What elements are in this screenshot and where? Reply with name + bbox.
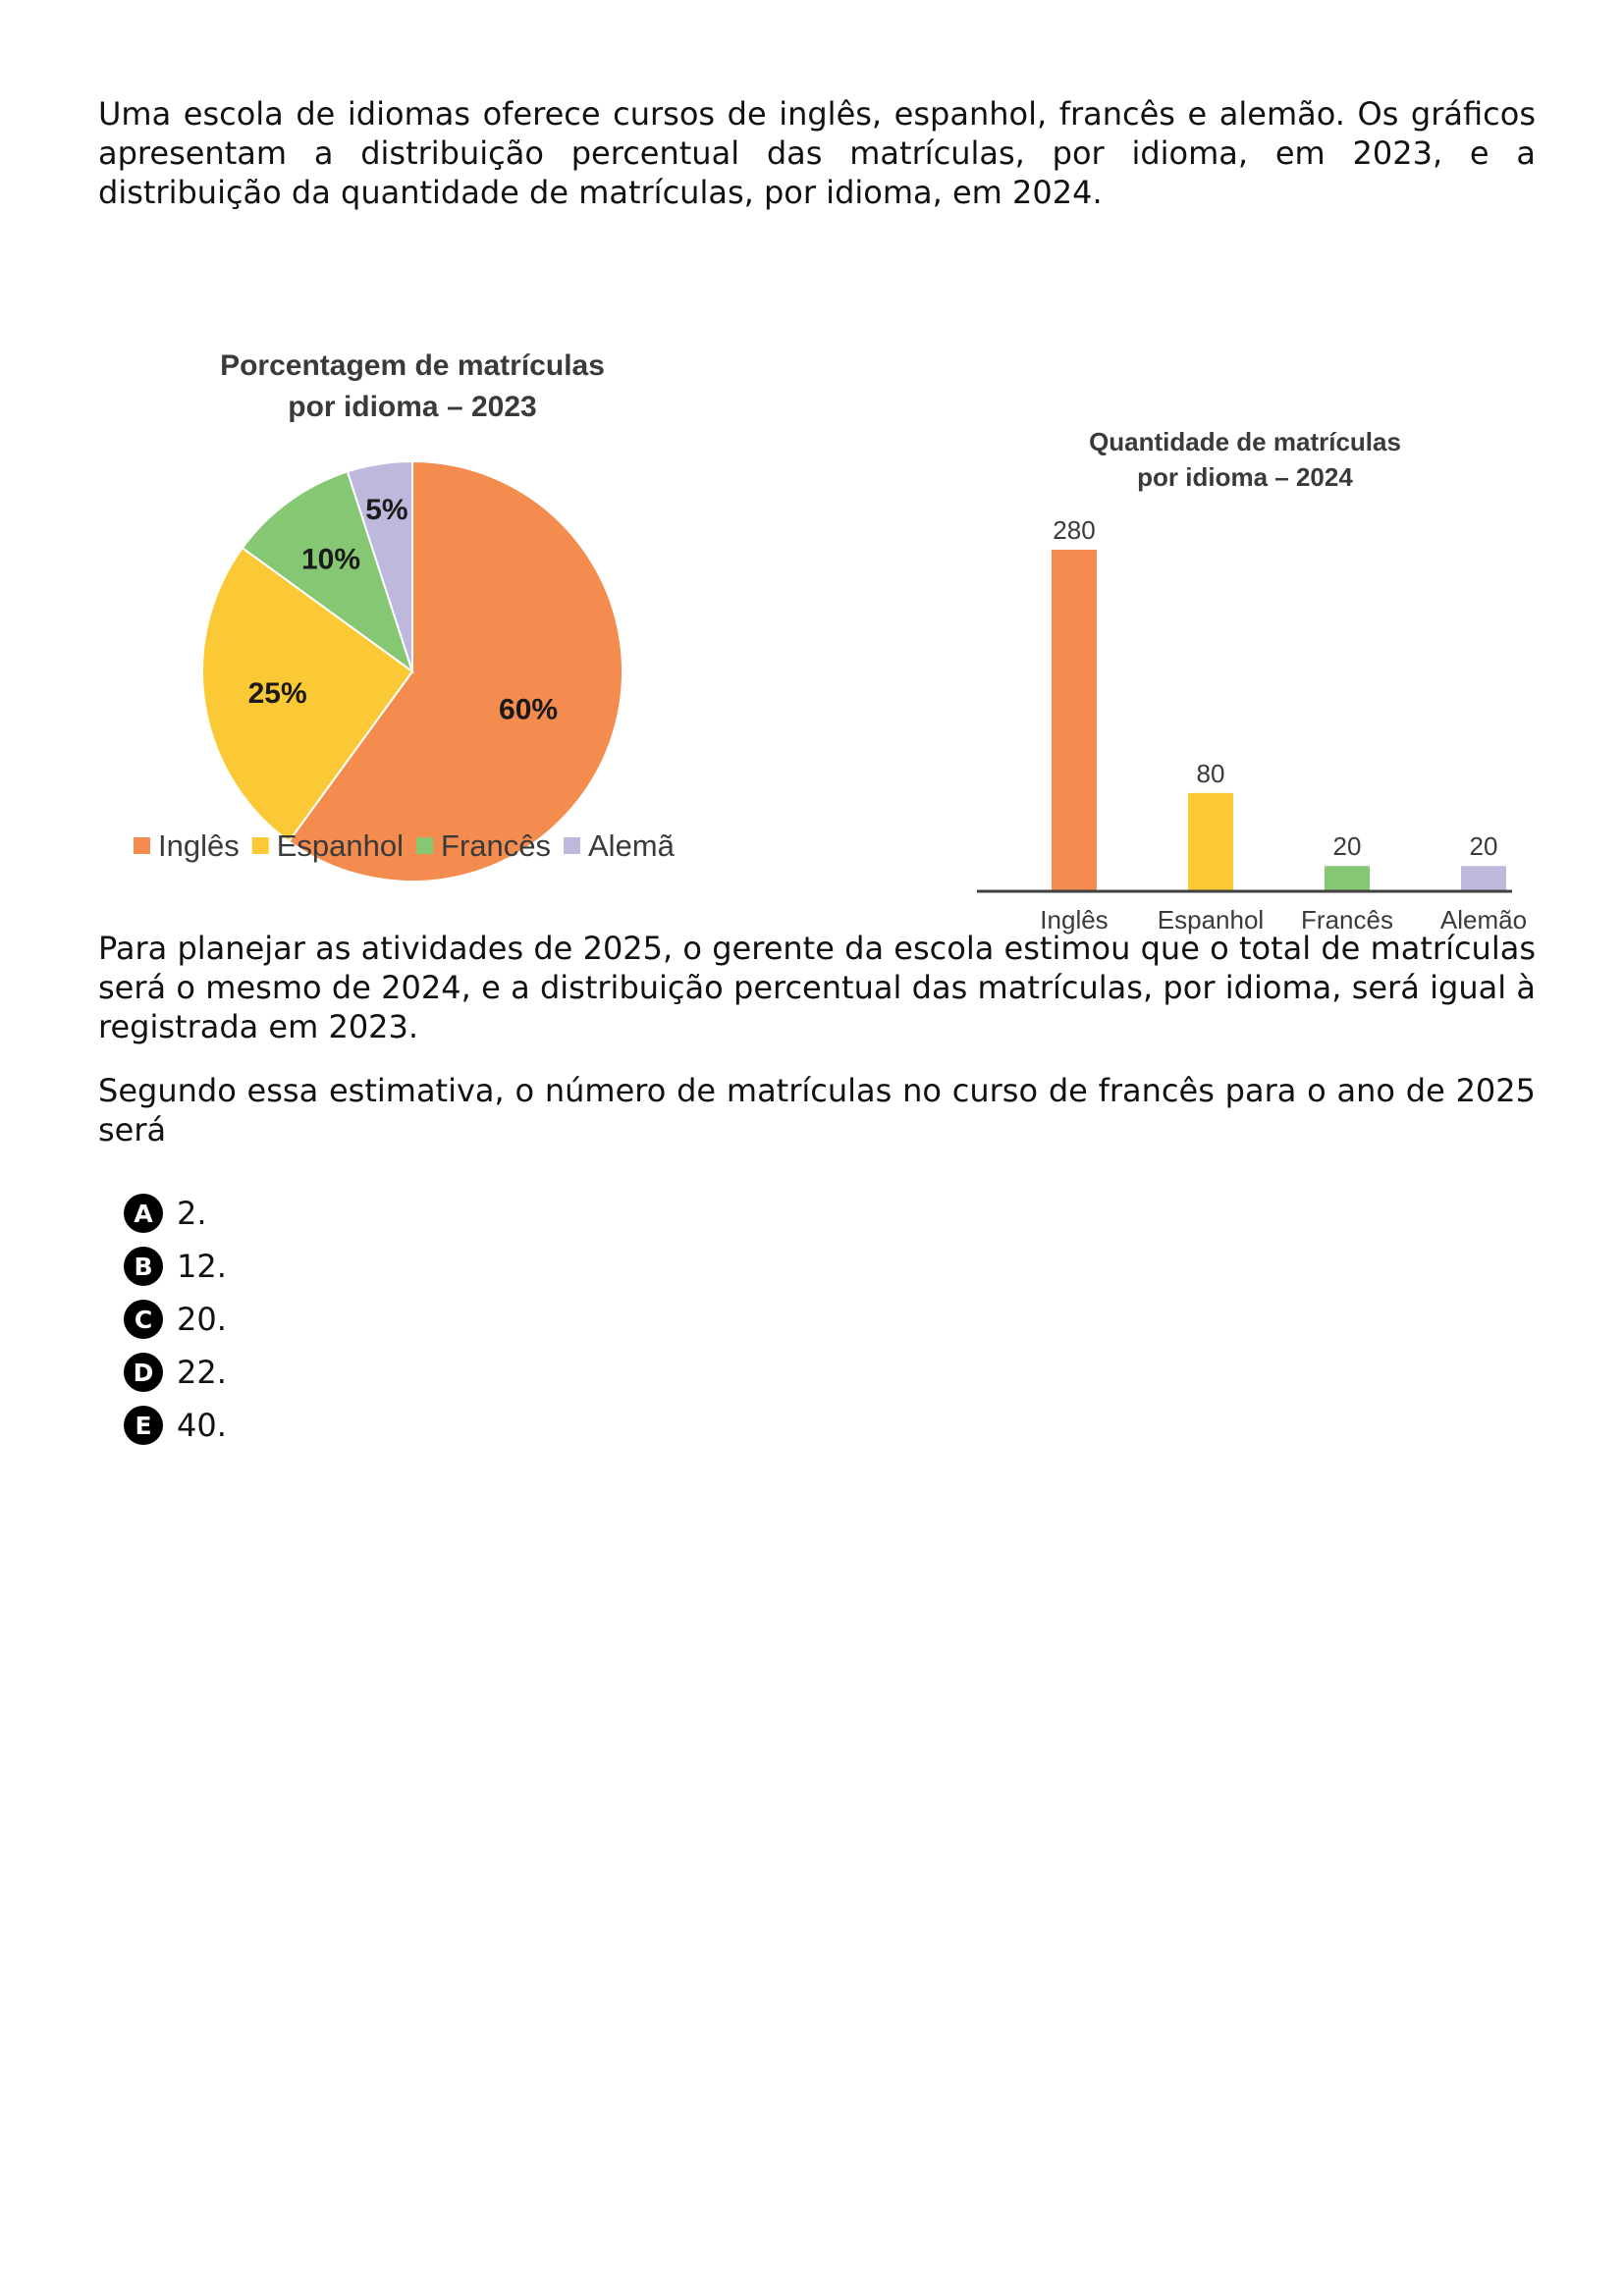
bar-value-frances: 20 [1332,831,1362,862]
legend-label-ingles: Inglês [158,828,240,863]
pie-label-alema: 5% [365,494,408,527]
pie-slices [202,461,623,881]
option-b-text: 12. [177,1248,227,1285]
pie-label-ingles: 60% [499,693,559,726]
legend-swatch-frances [416,837,433,854]
legend-swatch-alema [564,837,580,854]
intro-paragraph: Uma escola de idiomas oferece cursos de inglês, espanhol, francês e alemão. Os gráficos apresentam a distribuição percentual das matrículas, por idioma, em 2023, e a distribuição da quantidade de matrículas, por idioma, em 2024. [98,95,1536,211]
option-a[interactable] [124,1187,1536,1240]
bar-value-alemao: 20 [1469,831,1498,862]
bar-value-espanhol: 80 [1196,758,1225,788]
charts-figure [98,261,1536,934]
option-e-text: 40. [177,1407,227,1444]
pie-title-line1: Porcentagem de matrículas [220,349,605,382]
bar-espanhol [1188,793,1233,890]
bar-title-line2: por idioma – 2024 [1137,462,1353,492]
bar-category-ingles: Inglês [1040,905,1109,934]
option-c-text: 20. [177,1301,227,1338]
option-d-text: 22. [177,1354,227,1391]
option-c-letter: C [124,1300,163,1339]
option-c[interactable] [124,1293,1536,1346]
bar-category-espanhol: Espanhol [1157,905,1265,934]
legend-label-alema: Alemã [588,828,675,863]
option-b-letter: B [124,1247,163,1286]
bar-frances [1325,866,1370,890]
option-e-letter: E [124,1406,163,1445]
bar-ingles [1052,550,1097,890]
bar-category-alemao: Alemão [1439,905,1528,934]
legend-label-espanhol: Espanhol [276,828,405,863]
option-a-text: 2. [177,1195,207,1232]
option-a-letter: A [124,1194,163,1233]
legend-swatch-espanhol [252,837,269,854]
bar-category-frances: Francês [1301,905,1393,934]
pie-label-espanhol: 25% [247,676,307,710]
answer-options [98,1187,1536,1452]
pie-chart [98,261,805,889]
bar-chart [962,261,1551,934]
option-b[interactable] [124,1240,1536,1293]
legend-label-frances: Francês [441,828,551,863]
bars [1040,515,1527,934]
option-d-letter: D [124,1353,163,1392]
document-page [98,94,1536,1452]
legend-swatch-ingles [134,837,150,854]
pie-title-line2: por idioma – 2023 [288,391,537,423]
option-d[interactable] [124,1346,1536,1399]
planning-paragraph: Para planejar as atividades de 2025, o gerente da escola estimou que o total de matrículas será o mesmo de 2024, e a distribuição percentual das matrículas, por idioma, será igual à registrada em 2023. [98,930,1536,1045]
question-paragraph: Segundo essa estimativa, o número de matrículas no curso de francês para o ano de 2025 será [98,1072,1536,1148]
bar-title-line1: Quantidade de matrículas [1089,427,1401,456]
bar-value-ingles: 280 [1053,515,1096,545]
pie-label-frances: 10% [300,543,361,576]
option-e[interactable] [124,1399,1536,1452]
bar-alemao [1461,866,1506,890]
